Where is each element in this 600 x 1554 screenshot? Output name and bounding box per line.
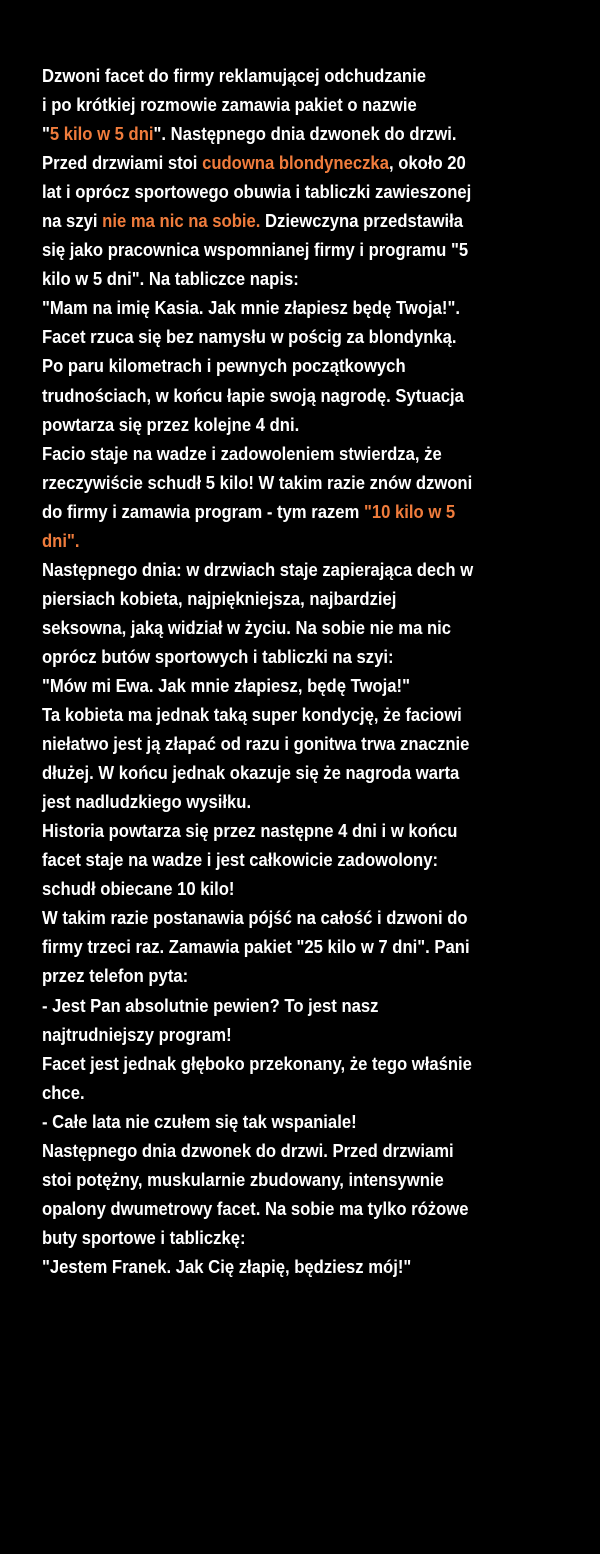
text-segment: "Mam na imię Kasia. Jak mnie złapiesz będę Twoja!". bbox=[42, 297, 461, 319]
text-line bbox=[42, 1020, 519, 1049]
text-segment: Facet jest jednak głęboko przekonany, że tego właśnie bbox=[42, 1052, 472, 1074]
text-line bbox=[42, 119, 519, 148]
text-line bbox=[42, 351, 519, 380]
text-segment: , około 20 bbox=[388, 152, 466, 174]
text-line bbox=[42, 1107, 519, 1136]
text-line bbox=[42, 206, 519, 235]
text-segment: W takim razie postanawia pójść na całość i dzwoni do bbox=[42, 907, 468, 929]
text-line bbox=[42, 235, 519, 264]
text-line bbox=[42, 613, 519, 642]
text-line bbox=[42, 816, 519, 845]
text-segment: buty sportowe i tabliczkę: bbox=[42, 1226, 246, 1248]
text-segment: schudł obiecane 10 kilo! bbox=[42, 878, 235, 900]
text-segment: Następnego dnia dzwonek do drzwi. Przed drzwiami bbox=[42, 1139, 454, 1161]
text-segment: przez telefon pyta: bbox=[42, 965, 189, 987]
text-segment: oprócz butów sportowych i tabliczki na szyi: bbox=[42, 645, 394, 667]
text-line bbox=[42, 642, 519, 671]
text-line bbox=[42, 1223, 519, 1252]
text-line bbox=[42, 1252, 519, 1281]
text-segment: trudnościach, w końcu łapie swoją nagrodę. Sytuacja bbox=[42, 384, 464, 406]
text-segment: "Jestem Franek. Jak Cię złapię, będziesz mój!" bbox=[42, 1255, 412, 1277]
text-segment: Następnego dnia: w drzwiach staje zapierająca dech w bbox=[42, 558, 474, 580]
text-segment: dłużej. W końcu jednak okazuje się że nagroda warta bbox=[42, 762, 460, 784]
highlighted-text: nie ma nic na sobie. bbox=[102, 210, 261, 232]
text-line bbox=[42, 439, 519, 468]
text-segment: Dzwoni facet do firmy reklamującej odchudzanie bbox=[42, 65, 426, 86]
text-segment: na szyi bbox=[42, 210, 103, 232]
text-line bbox=[42, 497, 519, 526]
text-segment: stoi potężny, muskularnie zbudowany, intensywnie bbox=[42, 1168, 444, 1190]
text-line bbox=[42, 381, 519, 410]
text-line bbox=[42, 61, 519, 90]
highlighted-text: cudowna blondyneczka bbox=[202, 152, 389, 174]
text-line bbox=[42, 932, 519, 961]
text-line bbox=[42, 526, 519, 555]
text-segment: niełatwo jest ją złapać od razu i gonitwa trwa znacznie bbox=[42, 733, 470, 755]
text-line bbox=[42, 1194, 519, 1223]
text-line bbox=[42, 322, 519, 351]
text-line bbox=[42, 991, 519, 1020]
text-segment: - Całe lata nie czułem się tak wspaniale! bbox=[42, 1110, 357, 1132]
text-line bbox=[42, 758, 519, 787]
text-line bbox=[42, 874, 519, 903]
text-segment: - Jest Pan absolutnie pewien? To jest nasz bbox=[42, 994, 379, 1016]
text-segment: powtarza się przez kolejne 4 dni. bbox=[42, 413, 300, 435]
text-segment: Historia powtarza się przez następne 4 dni i w końcu bbox=[42, 820, 458, 842]
text-line bbox=[42, 1136, 519, 1165]
text-line bbox=[42, 671, 519, 700]
text-line bbox=[42, 845, 519, 874]
text-segment: się jako pracownica wspomnianej firmy i programu "5 bbox=[42, 239, 469, 261]
text-line bbox=[42, 1165, 519, 1194]
text-segment: chce. bbox=[42, 1081, 85, 1103]
text-line bbox=[42, 555, 519, 584]
text-segment: opalony dwumetrowy facet. Na sobie ma tylko różowe bbox=[42, 1197, 469, 1219]
text-segment: Ta kobieta ma jednak taką super kondycję, że faciowi bbox=[42, 704, 462, 726]
text-segment: seksowna, jaką widział w życiu. Na sobie nie ma nic bbox=[42, 616, 452, 638]
text-segment: Facio staje na wadze i zadowoleniem stwierdza, że bbox=[42, 442, 442, 464]
text-line bbox=[42, 1078, 519, 1107]
text-line bbox=[42, 787, 519, 816]
text-line bbox=[42, 584, 519, 613]
text-segment: Facet rzuca się bez namysłu w pościg za blondynką. bbox=[42, 326, 457, 348]
text-segment: kilo w 5 dni". Na tabliczce napis: bbox=[42, 268, 299, 290]
text-segment: Przed drzwiami stoi bbox=[42, 152, 203, 174]
highlighted-text: 5 kilo w 5 dni bbox=[49, 123, 154, 145]
text-segment: do firmy i zamawia program - tym razem bbox=[42, 500, 365, 522]
text-line bbox=[42, 468, 519, 497]
text-line bbox=[42, 961, 519, 990]
text-line bbox=[42, 903, 519, 932]
text-segment: i po krótkiej rozmowie zamawia pakiet o nazwie bbox=[42, 94, 417, 116]
text-line bbox=[42, 293, 519, 322]
text-line bbox=[42, 148, 519, 177]
text-segment: lat i oprócz sportowego obuwia i tabliczki zawieszonej bbox=[42, 181, 472, 203]
text-line bbox=[42, 264, 519, 293]
highlighted-text: dni". bbox=[42, 529, 80, 551]
text-segment: ". Następnego dnia dzwonek do drzwi. bbox=[153, 123, 457, 145]
text-segment: piersiach kobieta, najpiękniejsza, najbardziej bbox=[42, 587, 397, 609]
text-segment: rzeczywiście schudł 5 kilo! W takim razie znów dzwoni bbox=[42, 471, 473, 493]
text-segment: Po paru kilometrach i pewnych początkowych bbox=[42, 355, 406, 377]
text-line bbox=[42, 177, 519, 206]
highlighted-text: "10 kilo w 5 bbox=[364, 500, 456, 522]
text-segment: jest nadludzkiego wysiłku. bbox=[42, 791, 252, 813]
text-line bbox=[42, 410, 519, 439]
text-line bbox=[42, 90, 519, 119]
text-segment: " bbox=[42, 123, 50, 145]
text-segment: "Mów mi Ewa. Jak mnie złapiesz, będę Twoja!" bbox=[42, 674, 411, 696]
text-line bbox=[42, 1049, 519, 1078]
text-segment: Dziewczyna przedstawiła bbox=[260, 210, 464, 232]
text-segment: najtrudniejszy program! bbox=[42, 1023, 232, 1045]
text-line bbox=[42, 729, 519, 758]
text-segment: firmy trzeci raz. Zamawia pakiet "25 kilo w 7 dni". Pani bbox=[42, 936, 470, 958]
joke-text bbox=[42, 61, 519, 1281]
text-segment: facet staje na wadze i jest całkowicie zadowolony: bbox=[42, 849, 439, 871]
text-line bbox=[42, 700, 519, 729]
